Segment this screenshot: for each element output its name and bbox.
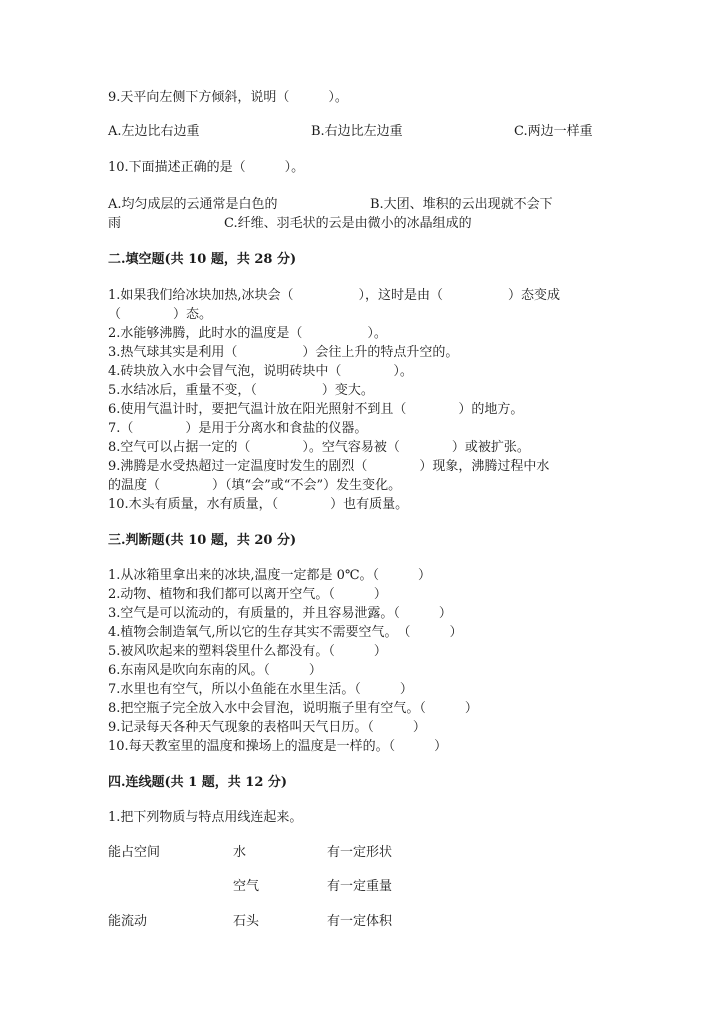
judge-line: 9.记录每天各种天气现象的表格叫天气日历。（ ） [108, 720, 426, 735]
judge-line: 10.每天教室里的温度和操场上的温度是一样的。（ ） [108, 739, 448, 754]
question-10-option-a: A.均匀成层的云通常是白色的 [108, 197, 278, 212]
question-10-option-b-continued: 雨 [108, 216, 122, 231]
fill-line: 9.沸腾是水受热超过一定温度时发生的剧烈（ ）现象，沸腾过程中水 [108, 459, 550, 474]
judge-line: 7.水里也有空气，所以小鱼能在水里生活。（ ） [108, 682, 413, 697]
question-9-option-b: B.右边比左边重 [311, 124, 403, 139]
match-right-item: 有一定重量 [327, 879, 393, 894]
fill-line: 4.砖块放入水中会冒气泡，说明砖块中（ ）。 [108, 364, 413, 379]
judge-line: 5.被风吹起来的塑料袋里什么都没有。（ ） [108, 644, 387, 659]
fill-line: 3.热气球其实是利用（ ）会往上升的特点升空的。 [108, 345, 459, 360]
match-right-item: 有一定体积 [327, 914, 393, 929]
fill-line: 8.空气可以占据一定的（ ）。空气容易被（ ）或被扩张。 [108, 440, 530, 455]
match-section-heading: 四.连线题(共 1 题，共 12 分) [108, 775, 288, 790]
judge-line: 2.动物、植物和我们都可以离开空气。（ ） [108, 587, 387, 602]
judge-line: 4.植物会制造氧气,所以它的生存其实不需要空气。 （ ） [108, 625, 463, 640]
fill-section-heading: 二.填空题(共 10 题，共 28 分) [108, 252, 297, 267]
question-9-stem: 9.天平向左侧下方倾斜，说明（ ）。 [108, 90, 348, 105]
fill-line: 5.水结冰后，重量不变，（ ）变大。 [108, 383, 374, 398]
fill-line: 2.水能够沸腾，此时水的温度是（ ）。 [108, 326, 387, 341]
match-middle-item: 水 [233, 845, 247, 860]
question-9-option-c: C.两边一样重 [514, 124, 593, 139]
fill-line: 10.木头有质量，水有质量，（ ）也有质量。 [108, 497, 409, 512]
judge-line: 6.东南风是吹向东南的风。（ ） [108, 663, 322, 678]
question-10-stem: 10.下面描述正确的是（ ）。 [108, 160, 305, 175]
fill-line: 1.如果我们给冰块加热,冰块会（ ），这时是由（ ）态变成 [108, 288, 561, 303]
question-10-option-b: B.大团、堆积的云出现就不会下 [370, 197, 553, 212]
match-left-item: 能流动 [108, 914, 148, 929]
judge-section-heading: 三.判断题(共 10 题，共 20 分) [108, 533, 297, 548]
fill-line: 的温度（ ）（填“会”或“不会”）发生变化。 [108, 478, 402, 493]
question-10-option-c: C.纤维、羽毛状的云是由微小的冰晶组成的 [224, 216, 472, 231]
judge-line: 8.把空瓶子完全放入水中会冒泡，说明瓶子里有空气。（ ） [108, 701, 478, 716]
match-left-item: 能占空间 [108, 845, 161, 860]
fill-line: （ ）态。 [108, 307, 213, 322]
judge-line: 3.空气是可以流动的，有质量的，并且容易泄露。（ ） [108, 606, 452, 621]
fill-line: 6.使用气温计时，要把气温计放在阳光照射不到且（ ）的地方。 [108, 402, 524, 417]
judge-line: 1.从冰箱里拿出来的冰块,温度一定都是 0℃。（ ） [108, 568, 431, 583]
match-middle-item: 石头 [233, 914, 260, 929]
match-question: 1.把下列物质与特点用线连起来。 [108, 810, 303, 825]
match-middle-item: 空气 [233, 879, 260, 894]
question-9-option-a: A.左边比右边重 [108, 124, 200, 139]
fill-line: 7.（ ）是用于分离水和食盐的仪器。 [108, 421, 368, 436]
match-right-item: 有一定形状 [327, 845, 393, 860]
